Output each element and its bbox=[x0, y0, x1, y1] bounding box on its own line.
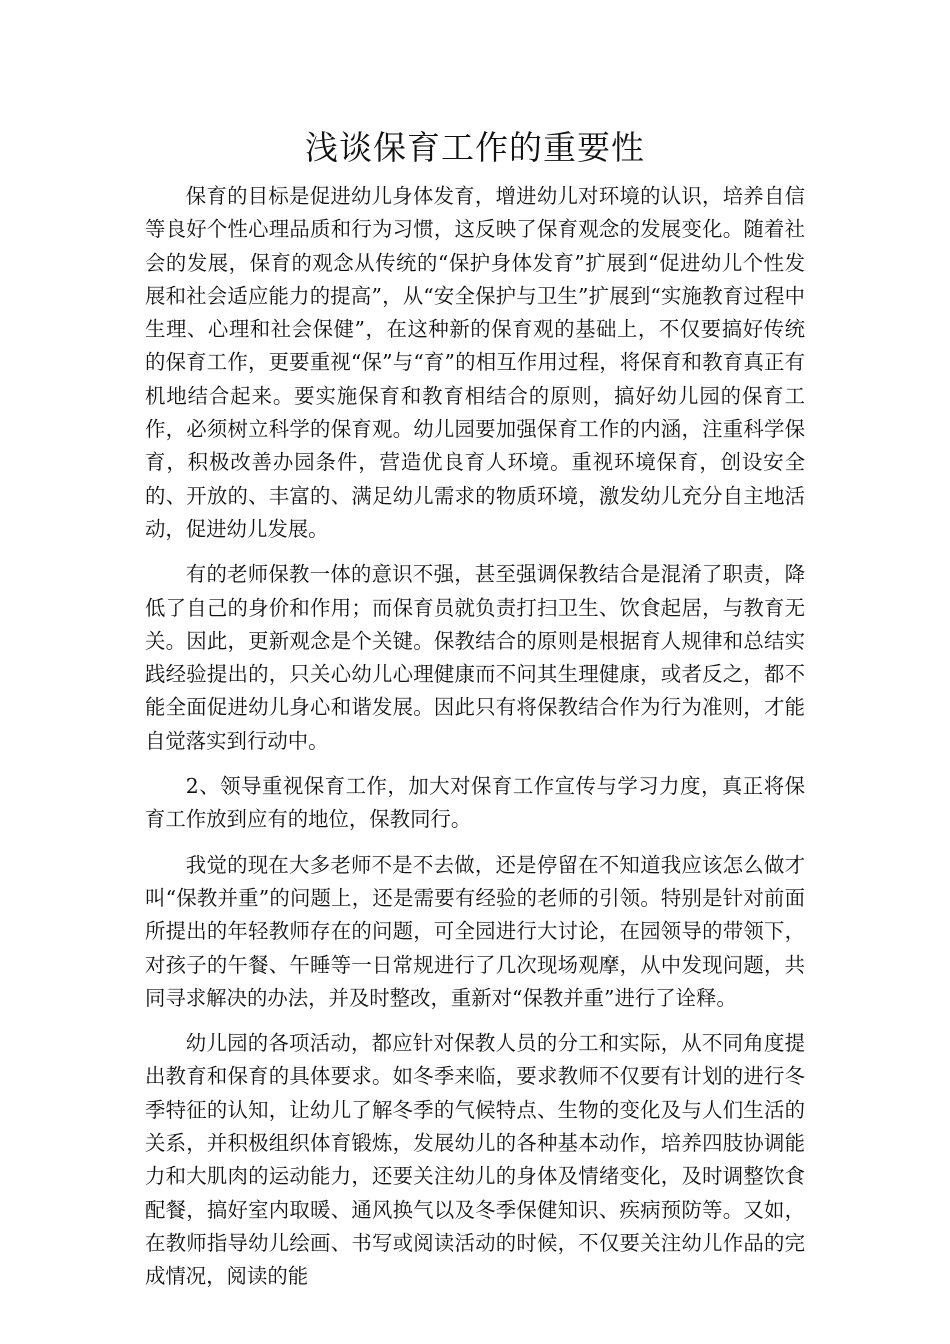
document-body bbox=[145, 180, 805, 1306]
paragraph-2: 有的老师保教一体的意识不强，甚至强调保教结合是混淆了职责，降低了自己的身价和作用；而保育员就负责打扫卫生、饮食起居，与教育无关。因此，更新观念是个关键。保教结合的原则是根据育人规律和总结实践经验提出的，只关心幼儿心理健康而不问其生理健康，或者反之，都不能全面促进幼儿身心和谐发展。因此只有将保教结合作为行为准则，才能自觉落实到行动中。 bbox=[145, 562, 805, 753]
paragraph-1: 保育的目标是促进幼儿身体发育，增进幼儿对环境的认识，培养自信等良好个性心理品质和行为习惯，这反映了保育观念的发展变化。随着社会的发展，保育的观念从传统的“保护身体发育”扩展到“促进幼儿个性发展和社会适应能力的提高”，从“安全保护与卫生”扩展到“实施教育过程中生理、心理和社会保健”，在这种新的保育观的基础上，不仅要搞好传统的保育工作，更要重视“保”与“育”的相互作用过程，将保育和教育真正有机地结合起来。要实施保育和教育相结合的原则，搞好幼儿园的保育工作，必须树立科学的保育观。幼儿园要加强保育工作的内涵，注重科学保育，积极改善办园条件，营造优良育人环境。重视环境保育，创设安全的、开放的、丰富的、满足幼儿需求的物质环境，激发幼儿充分自主地活动，促进幼儿发展。 bbox=[145, 184, 805, 541]
paragraph-5: 幼儿园的各项活动，都应针对保教人员的分工和实际，从不同角度提出教育和保育的具体要求。如冬季来临，要求教师不仅要有计划的进行冬季特征的认知，让幼儿了解冬季的气候特点、生物的变化及与人们生活的关系，并积极组织体育锻炼，发展幼儿的各种基本动作，培养四肢协调能力和大肌肉的运动能力，还要关注幼儿的身体及情绪变化，及时调整饮食配餐，搞好室内取暖、通风换气以及冬季保健知识、疾病预防等。又如，在教师指导幼儿绘画、书写或阅读活动的时候，不仅要关注幼儿作品的完成情况，阅读的能 bbox=[145, 1031, 805, 1289]
paragraph-4: 我觉的现在大多老师不是不去做，还是停留在不知道我应该怎么做才叫“保教并重”的问题上，还是需要有经验的老师的引领。特别是针对前面所提出的年轻教师存在的问题，可全园进行大讨论，在园领导的带领下，对孩子的午餐、午睡等一日常规进行了几次现场观摩，从中发现问题，共同寻求解决的办法，并及时整改，重新对“保教并重”进行了诠释。 bbox=[145, 852, 805, 1010]
paragraph-3: 2、领导重视保育工作，加大对保育工作宣传与学习力度，真正将保育工作放到应有的地位，保教同行。 bbox=[145, 774, 805, 832]
document-title: 浅谈保育工作的重要性 bbox=[305, 128, 645, 167]
